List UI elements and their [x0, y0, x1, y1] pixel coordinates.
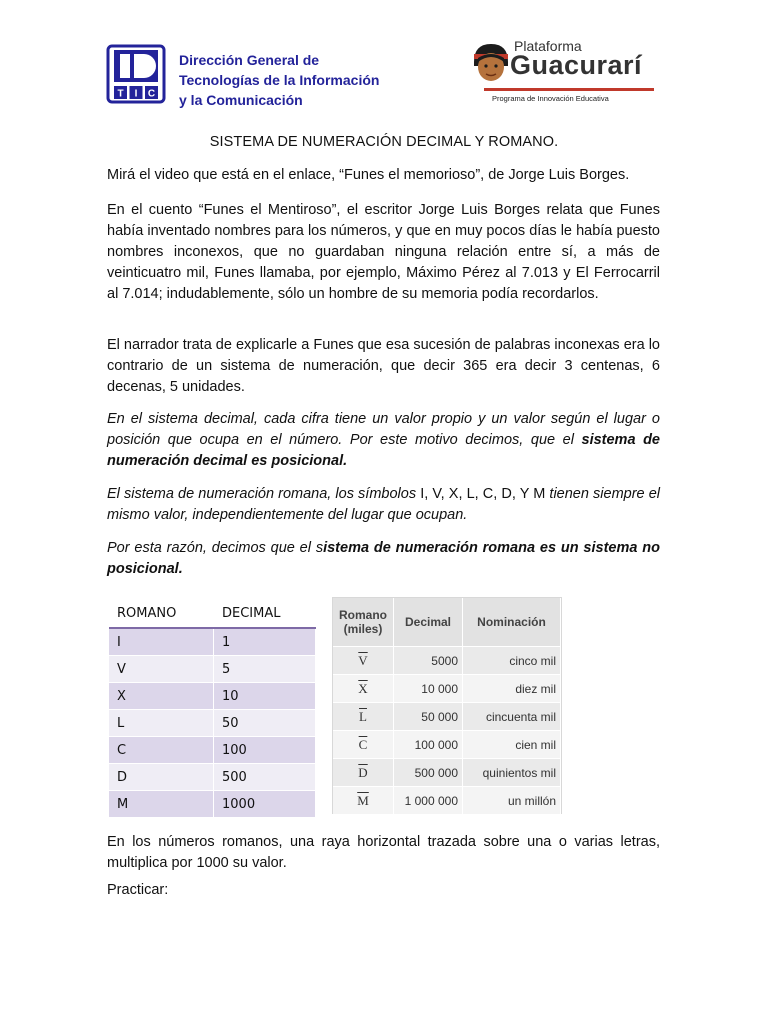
roman-cell: $\overline{M}$ [357, 792, 369, 808]
roman-cell: V [109, 656, 214, 683]
nomination-cell: cien mil [463, 731, 561, 759]
roman-symbols-text-a: El sistema de numeración romana, los símbolos [107, 486, 421, 502]
nomination-cell: cincuenta mil [463, 703, 561, 731]
decimal-cell: 500 [214, 764, 316, 791]
roman-reason-emphasis: istema de numeración romana es un sistema no posicional. [107, 540, 660, 577]
guacurari-face-icon [470, 40, 512, 84]
decimal-cell: 10 000 [394, 675, 463, 703]
decimal-cell: 100 000 [394, 731, 463, 759]
roman-cell: M [109, 791, 214, 818]
roman-cell: $\overline{C}$ [358, 736, 368, 752]
decimal-cell: 1 [214, 628, 316, 656]
roman-symbols-list: I, V, X, L, C, D, Y M [420, 486, 546, 502]
platform-name: Guacurarí [510, 50, 643, 80]
roman-symbols-text-b: tienen siempre el mismo valor, independientemente del lugar que ocupan. [107, 486, 660, 523]
table-row [109, 791, 316, 818]
table-header-row [109, 599, 316, 628]
table-row [109, 683, 316, 710]
paragraph-practice: Practicar: [107, 882, 169, 898]
table-row [109, 737, 316, 764]
roman-decimal-table [109, 599, 316, 818]
column-header-romano-miles: Romano (miles) [333, 598, 394, 647]
table-row [333, 675, 561, 703]
nomination-cell: diez mil [463, 675, 561, 703]
column-header-decimal: DECIMAL [214, 599, 316, 628]
svg-text:I: I [134, 88, 138, 100]
svg-text:C: C [147, 88, 156, 100]
roman-cell: I [109, 628, 214, 656]
decimal-cell: 10 [214, 683, 316, 710]
paragraph-roman-symbols [107, 484, 660, 526]
table-row [333, 731, 561, 759]
roman-thousands-table-container [332, 597, 562, 814]
paragraph-decimal-system [107, 409, 660, 472]
decimal-cell: 1000 [214, 791, 316, 818]
table-row [109, 764, 316, 791]
nomination-cell: cinco mil [463, 647, 561, 675]
table-row [333, 787, 561, 815]
roman-cell: $\overline{D}$ [358, 764, 368, 780]
table-row [109, 656, 316, 683]
column-header-decimal: Decimal [394, 598, 463, 647]
column-header-nominacion: Nominación [463, 598, 561, 647]
svg-text:T: T [117, 88, 124, 100]
column-header-romano: ROMANO [109, 599, 214, 628]
roman-thousands-table [333, 598, 561, 815]
dgtic-line-2: Tecnologías de la Información [179, 72, 380, 88]
table-header-row [333, 598, 561, 647]
decimal-system-text: En el sistema decimal, cada cifra tiene un valor propio y un valor según el lugar o posición que ocupa en el número. Por este motivo decimos, que el [107, 411, 660, 448]
logo-underline [484, 88, 654, 91]
paragraph-funes-story: En el cuento “Funes el Mentiroso”, el escritor Jorge Luis Borges relata que Funes había inventado nombres para los números, y que en muy pocos días le había puesto nombres inconexos, que no guardaban ninguna relación entre sí, a más de veinticuatro mil, Funes llamaba, por ejemplo, Máximo Pérez al 7.013 y El Ferrocarril al 7.014; indudablemente, sólo un hombre de su memoria podía recordarlos. [107, 202, 660, 302]
table-row [109, 628, 316, 656]
decimal-cell: 500 000 [394, 759, 463, 787]
decimal-cell: 100 [214, 737, 316, 764]
roman-cell: $\overline{X}$ [358, 680, 368, 696]
dgtic-logo [106, 44, 166, 104]
dgtic-line-3: y la Comunicación [179, 92, 303, 108]
table-row [333, 759, 561, 787]
guacurari-logo [470, 38, 670, 108]
roman-reason-text: Por esta razón, decimos que el s [107, 540, 324, 556]
table-row [333, 647, 561, 675]
document-header [0, 0, 768, 120]
roman-cell: $\overline{V}$ [358, 652, 368, 668]
platform-subtitle: Programa de Innovación Educativa [492, 94, 609, 103]
roman-cell: $\overline{L}$ [359, 708, 367, 724]
paragraph-narrator: El narrador trata de explicarle a Funes que esa sucesión de palabras inconexas era lo contrario de un sistema de numeración, que decir 365 era decir 3 centenas, 6 decenas, 5 unidades. [107, 337, 660, 395]
table-row [109, 710, 316, 737]
roman-cell: C [109, 737, 214, 764]
decimal-cell: 50 [214, 710, 316, 737]
platform-label: Plataforma [514, 38, 582, 54]
table-row [333, 703, 561, 731]
paragraph-overline-rule: En los números romanos, una raya horizontal trazada sobre una o varias letras, multiplica por 1000 su valor. [107, 834, 660, 871]
dgtic-name [179, 50, 379, 110]
nomination-cell: un millón [463, 787, 561, 815]
paragraph-video-instruction: Mirá el video que está en el enlace, “Funes el memorioso”, de Jorge Luis Borges. [107, 167, 630, 183]
decimal-cell: 50 000 [394, 703, 463, 731]
nomination-cell: quinientos mil [463, 759, 561, 787]
decimal-system-emphasis: sistema de numeración decimal es posicional. [107, 432, 660, 469]
decimal-cell: 5000 [394, 647, 463, 675]
dgtic-line-1: Dirección General de [179, 52, 320, 68]
roman-cell: D [109, 764, 214, 791]
decimal-cell: 5 [214, 656, 316, 683]
paragraph-roman-non-positional [107, 538, 660, 580]
document-title: SISTEMA DE NUMERACIÓN DECIMAL Y ROMANO. [209, 134, 559, 150]
roman-cell: X [109, 683, 214, 710]
decimal-cell: 1 000 000 [394, 787, 463, 815]
roman-cell: L [109, 710, 214, 737]
